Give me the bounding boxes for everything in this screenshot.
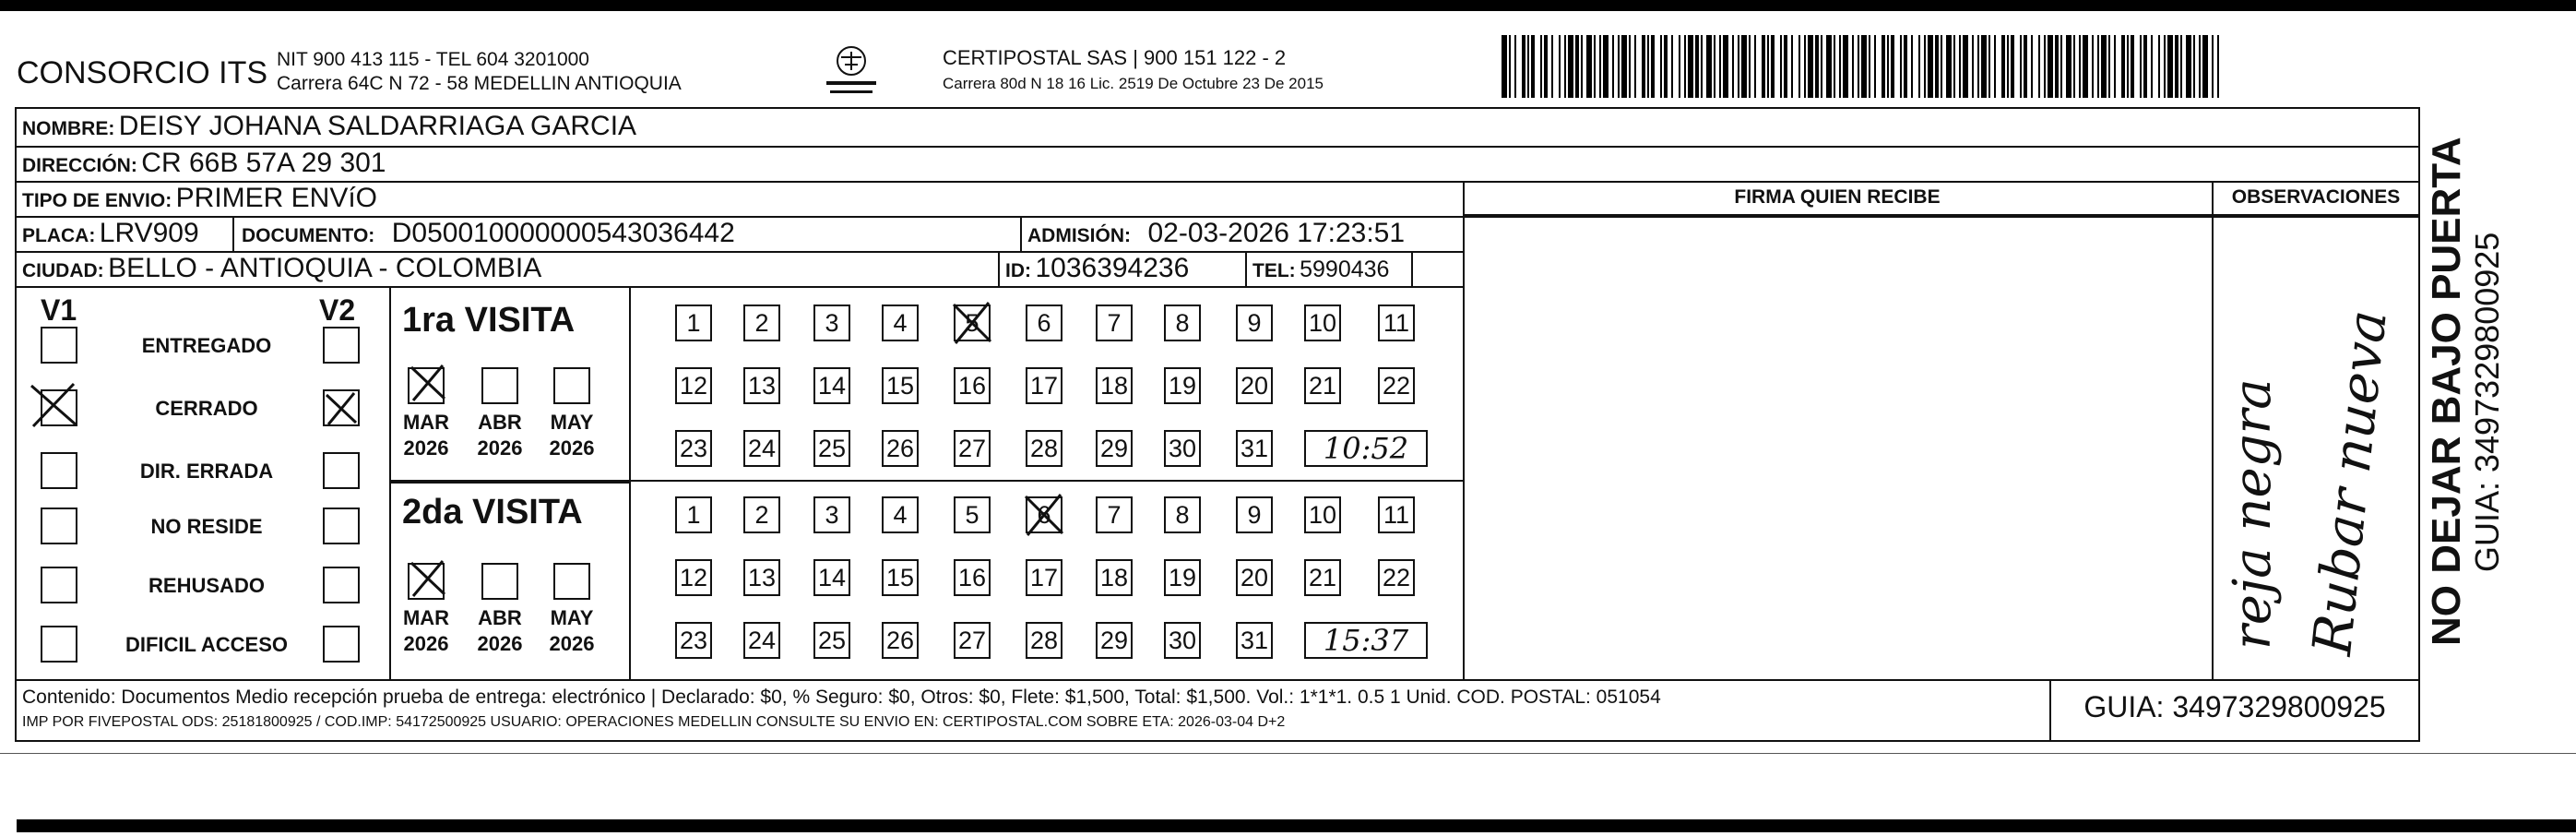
day-cell-10[interactable]: 10 (1304, 305, 1341, 341)
day-cell-9[interactable]: 9 (1236, 305, 1273, 341)
day-cell-8[interactable]: 8 (1164, 305, 1201, 341)
day-cell-30[interactable]: 30 (1164, 430, 1201, 467)
placa-value: LRV909 (99, 218, 199, 248)
day-cell-14[interactable]: 14 (813, 559, 850, 596)
year-label: 2026 (477, 632, 523, 655)
side-warning: NO DEJAR BAJO PUERTA (2424, 137, 2469, 646)
status-option-label: REHUSADO (148, 574, 265, 597)
company-name: CONSORCIO ITS (17, 55, 268, 90)
day-cell-26[interactable]: 26 (882, 430, 919, 467)
day-cell-20[interactable]: 20 (1236, 559, 1273, 596)
certipostal-logo (819, 42, 884, 100)
barcode (1502, 35, 2230, 98)
day-cell-31[interactable]: 31 (1236, 430, 1273, 467)
documento-label: DOCUMENTO: (242, 225, 375, 246)
day-cell-22[interactable]: 22 (1378, 367, 1415, 404)
day-cell-22[interactable]: 22 (1378, 559, 1415, 596)
footer-imp: IMP POR FIVEPOSTAL ODS: 25181800925 / COD.IMP: 54172500925 USUARIO: OPERACIONES MEDELLIN CONSULTE SU ENVIO EN: CERTIPOSTAL.COM SOBRE ETA: 2026-03-04 D+2 (22, 714, 1286, 730)
day-cell-29[interactable]: 29 (1096, 430, 1133, 467)
month-label: MAR (402, 606, 450, 629)
day-cell-9[interactable]: 9 (1236, 496, 1273, 533)
day-cell-7[interactable]: 7 (1096, 305, 1133, 341)
day-cell-24[interactable]: 24 (743, 622, 780, 659)
month-label: MAY (550, 411, 594, 434)
tipo-envio-label: TIPO DE ENVIO: (22, 190, 172, 211)
day-cell-14[interactable]: 14 (813, 367, 850, 404)
day-cell-19[interactable]: 19 (1164, 559, 1201, 596)
v1-check-mark (28, 380, 79, 428)
day-cell-13[interactable]: 13 (743, 367, 780, 404)
day-cell-2[interactable]: 2 (743, 305, 780, 341)
day-cell-4[interactable]: 4 (882, 496, 919, 533)
day-cell-27[interactable]: 27 (954, 430, 991, 467)
day-cell-30[interactable]: 30 (1164, 622, 1201, 659)
v2-checkbox[interactable] (323, 327, 360, 364)
day-cell-15[interactable]: 15 (882, 367, 919, 404)
day-cell-17[interactable]: 17 (1026, 367, 1062, 404)
day-cell-18[interactable]: 18 (1096, 559, 1133, 596)
month-checkbox[interactable] (481, 367, 518, 404)
v1-checkbox[interactable] (41, 327, 77, 364)
month-checkbox[interactable] (553, 367, 590, 404)
visit2-time[interactable]: 15:37 (1304, 622, 1428, 659)
v2-checkbox[interactable] (323, 452, 360, 489)
day-cell-25[interactable]: 25 (813, 430, 850, 467)
day-cell-5[interactable]: 5 (954, 496, 991, 533)
day-cell-3[interactable]: 3 (813, 305, 850, 341)
side-guia: GUIA: 3497329800925 (2468, 232, 2506, 572)
admision-value: 02-03-2026 17:23:51 (1147, 218, 1406, 248)
footer-contenido: Contenido: Documentos Medio recepción prueba de entrega: electrónico | Declarado: $0, % Seguro: $0, Otros: $0, Flete: $1,500, Total: $1,500. Vol.: 1*1*1. 0.5 1 Unid. COD. POSTAL: 051054 (22, 687, 1661, 708)
month-check-mark (408, 557, 448, 598)
status-option-label: DIFICIL ACCESO (125, 633, 288, 656)
year-label: 2026 (403, 436, 449, 460)
day-cell-6[interactable]: 6 (1026, 305, 1062, 341)
day-cell-21[interactable]: 21 (1304, 559, 1341, 596)
firma-header: FIRMA QUIEN RECIBE (1734, 186, 1941, 208)
day-check-mark (1022, 491, 1066, 537)
v1-checkbox[interactable] (41, 508, 77, 544)
day-cell-24[interactable]: 24 (743, 430, 780, 467)
tipo-envio-value: PRIMER ENVíO (175, 183, 378, 213)
tel-label: TEL: (1252, 260, 1296, 281)
day-cell-23[interactable]: 23 (675, 622, 712, 659)
year-label: 2026 (403, 632, 449, 655)
status-option-label: DIR. ERRADA (139, 460, 274, 483)
day-cell-6[interactable]: 6 (1026, 496, 1062, 533)
observaciones-area[interactable] (2214, 218, 2418, 677)
day-cell-1[interactable]: 1 (675, 305, 712, 341)
month-label: MAR (402, 411, 450, 434)
day-cell-7[interactable]: 7 (1096, 496, 1133, 533)
day-cell-21[interactable]: 21 (1304, 367, 1341, 404)
day-cell-27[interactable]: 27 (954, 622, 991, 659)
day-cell-18[interactable]: 18 (1096, 367, 1133, 404)
tel-value: 5990436 (1300, 257, 1390, 282)
v1-checkbox[interactable] (41, 567, 77, 603)
day-cell-12[interactable]: 12 (675, 559, 712, 596)
footer-guia: GUIA: 3497329800925 (2083, 690, 2386, 723)
placa-label: PLACA: (22, 225, 96, 246)
day-cell-29[interactable]: 29 (1096, 622, 1133, 659)
day-cell-25[interactable]: 25 (813, 622, 850, 659)
day-cell-4[interactable]: 4 (882, 305, 919, 341)
v2-checkbox[interactable] (323, 567, 360, 603)
day-cell-17[interactable]: 17 (1026, 559, 1062, 596)
courier-info-1: CERTIPOSTAL SAS | 900 151 122 - 2 (943, 46, 1287, 69)
month-checkbox[interactable] (481, 563, 518, 600)
v2-checkbox[interactable] (323, 508, 360, 544)
documento-value: D050010000000543036442 (391, 218, 735, 248)
v2-label: V2 (319, 293, 356, 327)
month-label: ABR (478, 606, 522, 629)
visit2-title: 2da VISITA (402, 493, 583, 531)
id-label: ID: (1005, 260, 1031, 281)
v2-check-mark (323, 389, 360, 426)
observation-handwriting-1: reja negra (2223, 378, 2283, 650)
day-cell-2[interactable]: 2 (743, 496, 780, 533)
month-check-mark (408, 362, 448, 402)
day-cell-3[interactable]: 3 (813, 496, 850, 533)
ciudad-value: BELLO - ANTIOQUIA - COLOMBIA (108, 253, 542, 283)
observaciones-header: OBSERVACIONES (2231, 186, 2401, 208)
direccion-label: DIRECCIÓN: (22, 155, 137, 176)
v1-label: V1 (41, 293, 77, 327)
day-cell-8[interactable]: 8 (1164, 496, 1201, 533)
day-cell-16[interactable]: 16 (954, 367, 991, 404)
signature-area[interactable] (1466, 218, 2210, 677)
day-cell-15[interactable]: 15 (882, 559, 919, 596)
year-label: 2026 (549, 632, 595, 655)
v1-checkbox[interactable] (41, 626, 77, 663)
v2-checkbox[interactable] (323, 626, 360, 663)
day-cell-13[interactable]: 13 (743, 559, 780, 596)
day-cell-5[interactable]: 5 (954, 305, 991, 341)
day-cell-28[interactable]: 28 (1026, 430, 1062, 467)
month-label: ABR (478, 411, 522, 434)
direccion-value: CR 66B 57A 29 301 (141, 148, 386, 178)
day-cell-16[interactable]: 16 (954, 559, 991, 596)
day-cell-23[interactable]: 23 (675, 430, 712, 467)
day-check-mark (950, 299, 994, 345)
month-label: MAY (550, 606, 594, 629)
day-cell-19[interactable]: 19 (1164, 367, 1201, 404)
day-cell-12[interactable]: 12 (675, 367, 712, 404)
day-cell-11[interactable]: 11 (1378, 305, 1415, 341)
day-cell-26[interactable]: 26 (882, 622, 919, 659)
visit1-title: 1ra VISITA (402, 301, 576, 340)
year-label: 2026 (549, 436, 595, 460)
day-cell-10[interactable]: 10 (1304, 496, 1341, 533)
v1-checkbox[interactable] (41, 452, 77, 489)
day-cell-31[interactable]: 31 (1236, 622, 1273, 659)
status-option-label: ENTREGADO (141, 334, 272, 357)
courier-info-2: Carrera 80d N 18 16 Lic. 2519 De Octubre 23 De 2015 (943, 75, 1324, 92)
observation-handwriting-2: Rubar nueva (2300, 306, 2399, 659)
company-info-1: NIT 900 413 115 - TEL 604 3201000 (277, 49, 589, 70)
year-label: 2026 (477, 436, 523, 460)
day-cell-1[interactable]: 1 (675, 496, 712, 533)
status-option-label: NO RESIDE (150, 515, 263, 538)
day-cell-11[interactable]: 11 (1378, 496, 1415, 533)
day-cell-28[interactable]: 28 (1026, 622, 1062, 659)
company-info-2: Carrera 64C N 72 - 58 MEDELLIN ANTIOQUIA (277, 73, 682, 94)
month-checkbox[interactable] (553, 563, 590, 600)
day-cell-20[interactable]: 20 (1236, 367, 1273, 404)
status-option-label: CERRADO (155, 397, 258, 420)
nombre-label: NOMBRE: (22, 118, 115, 139)
scan-top-edge (0, 0, 2576, 11)
ciudad-label: CIUDAD: (22, 260, 104, 281)
scan-bottom-edge (17, 819, 2576, 832)
nombre-value: DEISY JOHANA SALDARRIAGA GARCIA (118, 111, 637, 141)
visit1-time[interactable]: 10:52 (1304, 430, 1428, 467)
admision-label: ADMISIÓN: (1027, 225, 1131, 246)
id-value: 1036394236 (1035, 253, 1190, 283)
